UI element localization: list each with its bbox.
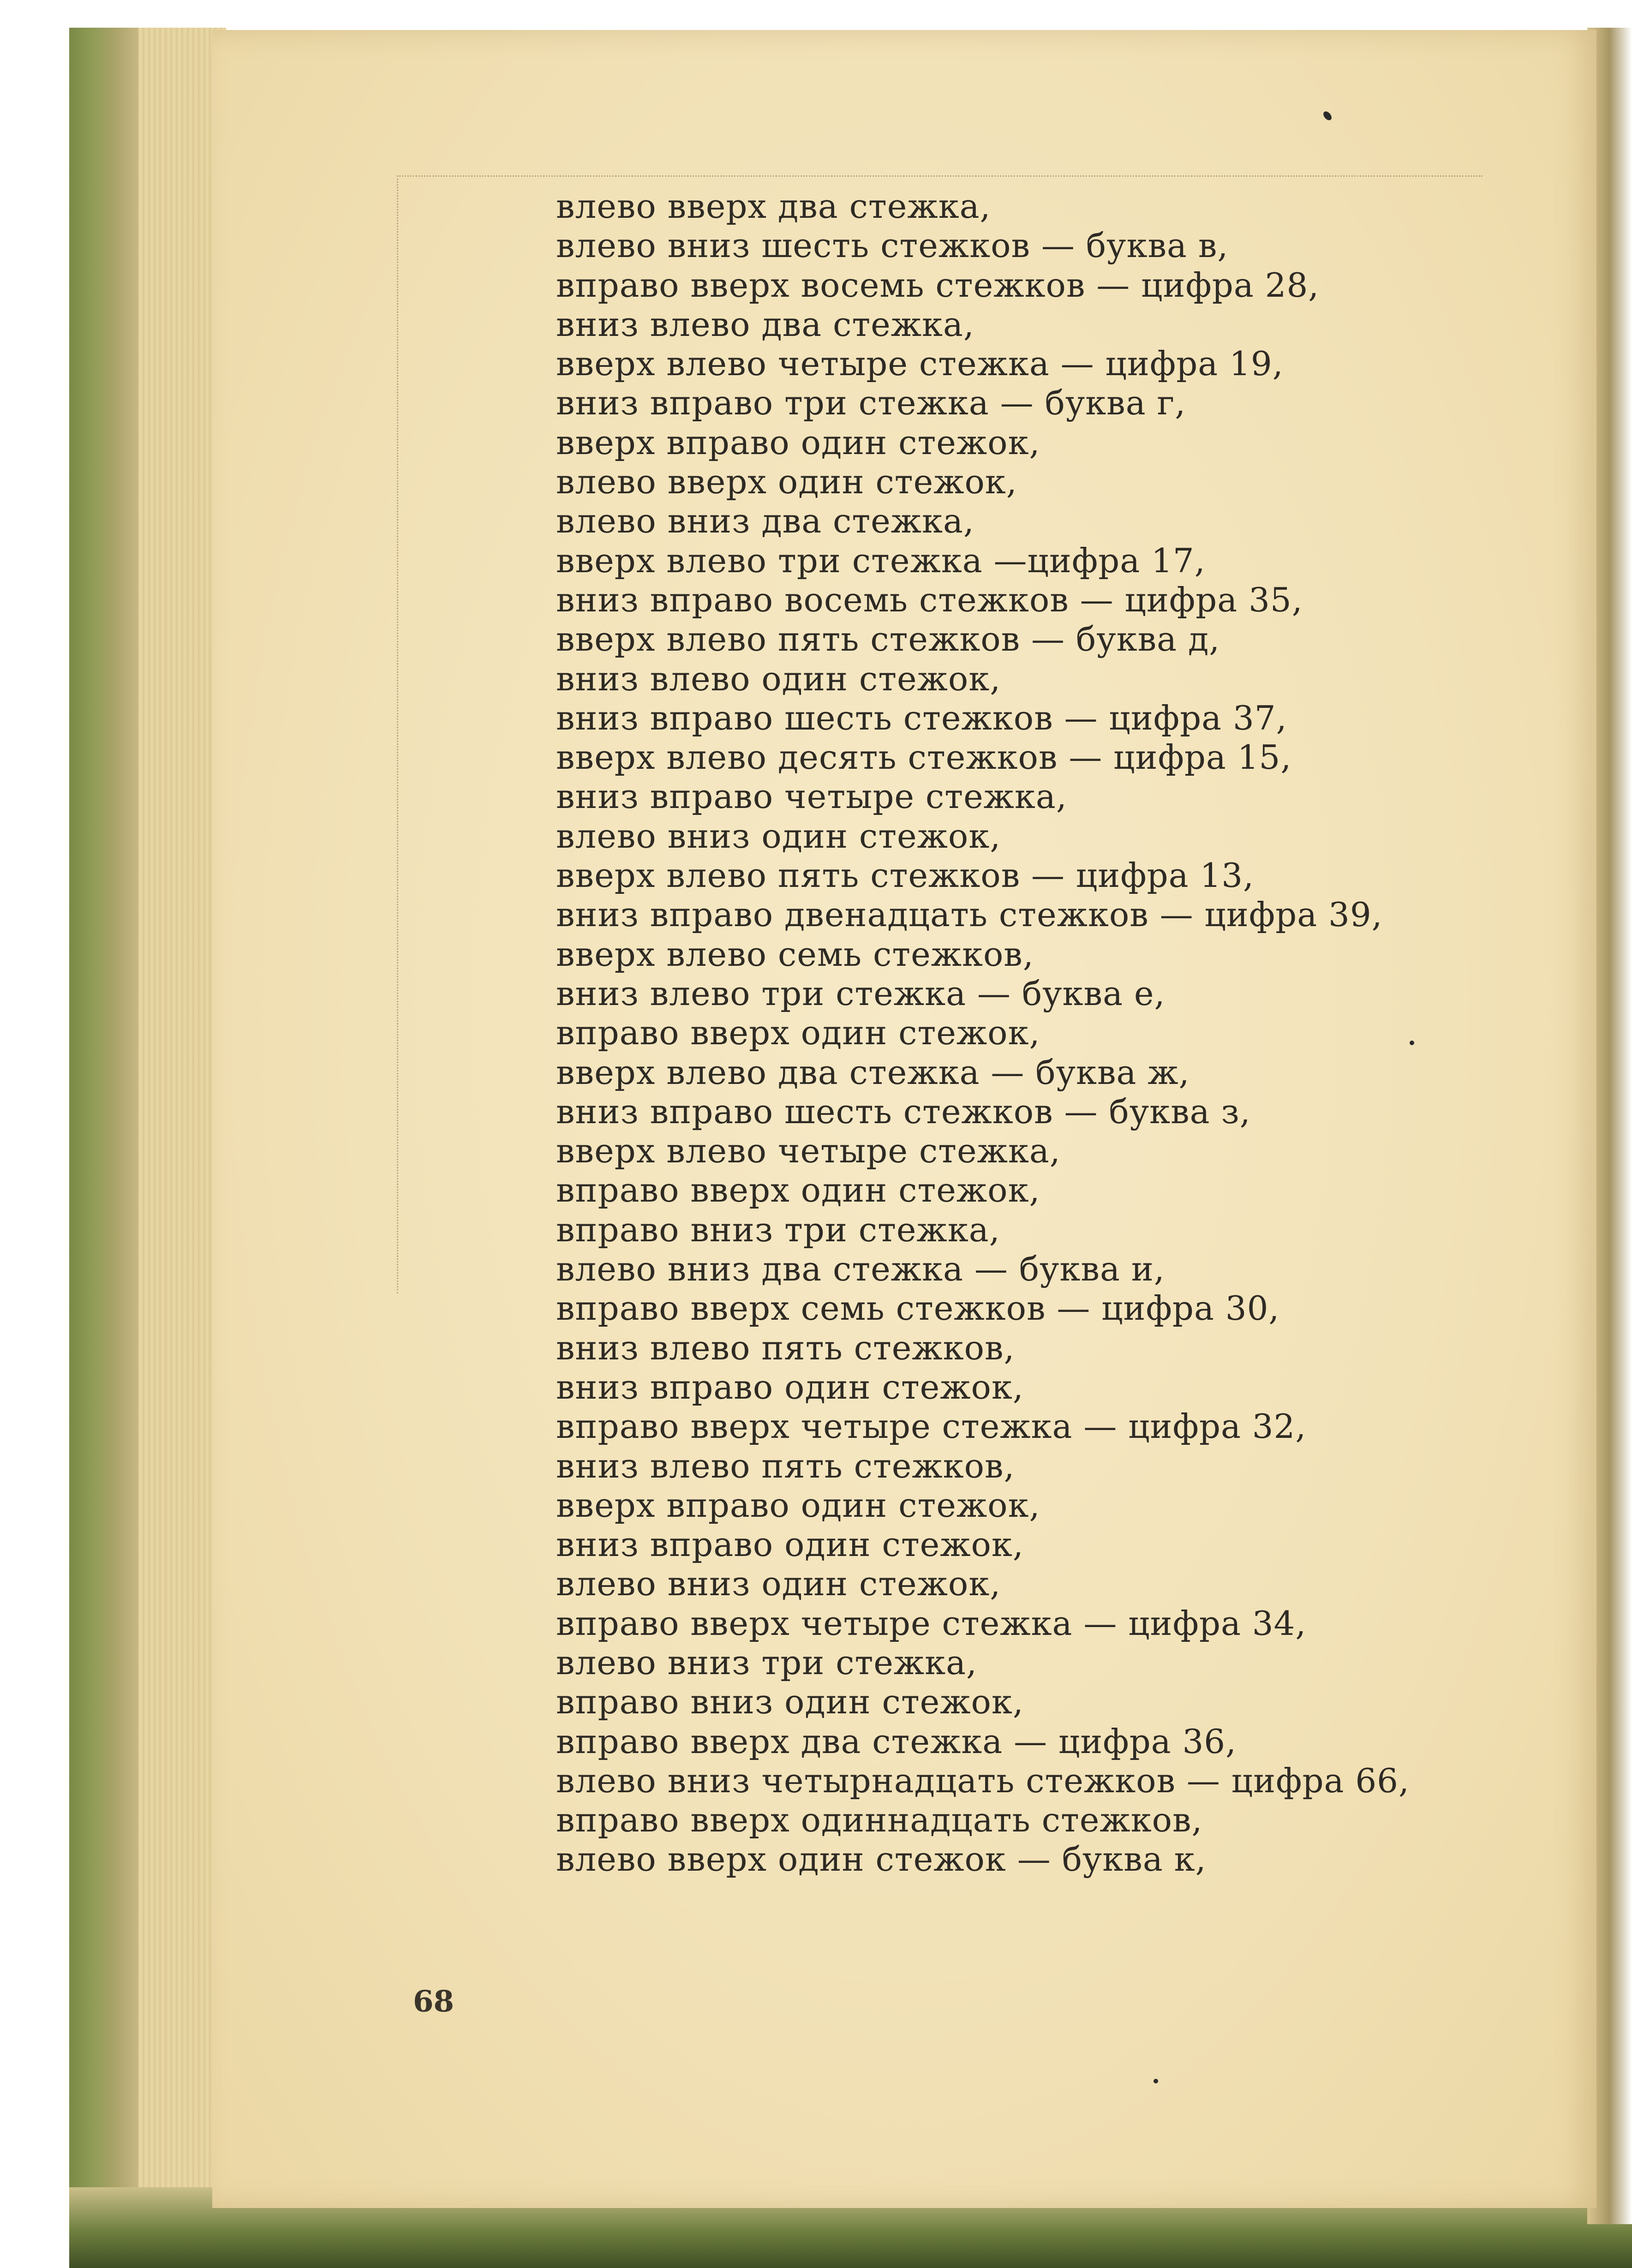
text-line: вверх влево пять стежков — буква д, <box>556 620 1220 659</box>
text-line: вниз вправо восемь стежков — цифра 35, <box>556 580 1303 619</box>
text-line: вверх влево три стежка —цифра 17, <box>556 541 1206 580</box>
text-line: вниз вправо четыре стежка, <box>556 777 1067 816</box>
dust-speck <box>1154 2079 1158 2083</box>
text-line: вправо вверх четыре стежка — цифра 34, <box>556 1604 1307 1643</box>
text-line: вправо вверх четыре стежка — цифра 32, <box>556 1407 1307 1446</box>
book-cover-edge <box>69 28 143 2243</box>
text-line: вниз вправо три стежка — буква г, <box>556 383 1186 423</box>
text-line: вверх вправо один стежок, <box>556 1485 1040 1525</box>
text-line: вверх влево пять стежков — цифра 13, <box>556 856 1254 895</box>
text-line: вправо вниз один стежок, <box>556 1682 1024 1722</box>
text-line: вниз вправо двенадцать стежков — цифра 39, <box>556 895 1383 934</box>
text-line: вправо вверх два стежка — цифра 36, <box>556 1722 1237 1761</box>
text-line: влево вниз один стежок, <box>556 1564 1001 1604</box>
text-line: вниз вправо один стежок, <box>556 1367 1024 1406</box>
text-line: вверх влево четыре стежка, <box>556 1131 1061 1171</box>
dust-speck <box>1410 1041 1414 1045</box>
text-line: вправо вверх одиннадцать стежков, <box>556 1801 1203 1840</box>
text-line: вправо вверх один стежок, <box>556 1013 1040 1053</box>
text-line: вверх влево два стежка — буква ж, <box>556 1053 1190 1092</box>
text-line: вниз влево три стежка — буква е, <box>556 974 1166 1013</box>
text-line: влево вниз два стежка, <box>556 502 974 541</box>
text-line: вниз влево пять стежков, <box>556 1446 1015 1485</box>
text-line: вниз влево два стежка, <box>556 305 974 344</box>
text-line: влево вниз четырнадцать стежков — цифра 66, <box>556 1761 1410 1800</box>
page-number: 68 <box>413 1984 454 2019</box>
text-line: вниз влево один стежок, <box>556 659 1001 698</box>
text-line: вниз влево пять стежков, <box>556 1328 1015 1367</box>
instruction-text-block <box>556 187 1571 1879</box>
text-line: вниз вправо шесть стежков — буква з, <box>556 1092 1251 1131</box>
text-line: вправо вверх восемь стежков — цифра 28, <box>556 265 1320 305</box>
text-line: вверх влево семь стежков, <box>556 934 1034 974</box>
text-line: влево вверх два стежка, <box>556 187 991 226</box>
text-line: вправо вверх семь стежков — цифра 30, <box>556 1289 1280 1328</box>
text-line: вверх вправо один стежок, <box>556 423 1040 462</box>
text-line: влево вверх один стежок — буква к, <box>556 1840 1207 1879</box>
text-line: вправо вниз три стежка, <box>556 1210 1000 1249</box>
text-line: вверх влево десять стежков — цифра 15, <box>556 738 1292 777</box>
text-line: влево вниз шесть стежков — буква в, <box>556 226 1229 265</box>
text-line: вправо вверх один стежок, <box>556 1171 1040 1210</box>
text-line: влево вниз один стежок, <box>556 816 1001 856</box>
text-line: влево вниз два стежка — буква и, <box>556 1250 1165 1289</box>
text-line: вниз вправо один стежок, <box>556 1525 1024 1564</box>
text-line: влево вниз три стежка, <box>556 1643 977 1682</box>
text-line: вниз вправо шесть стежков — цифра 37, <box>556 698 1287 737</box>
text-line: влево вверх один стежок, <box>556 462 1017 502</box>
text-line: вверх влево четыре стежка — цифра 19, <box>556 344 1284 383</box>
